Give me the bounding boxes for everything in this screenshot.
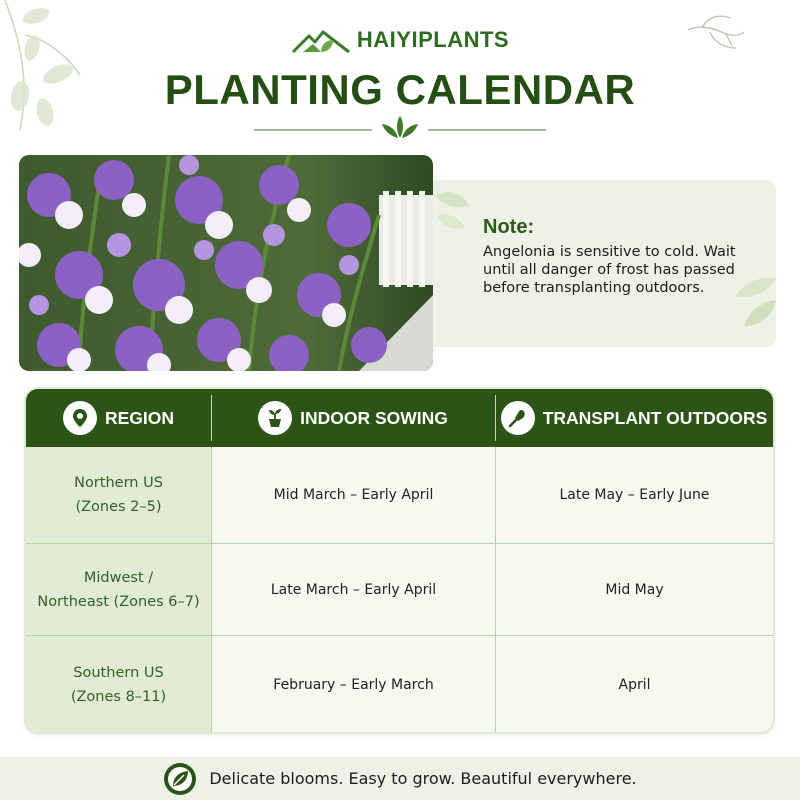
planting-table [26,389,773,732]
brand [0,26,800,54]
indoor-sowing-cell: Late March – Early April [211,544,495,635]
trowel-icon [501,401,535,435]
angelonia-photo [19,155,433,371]
region-name: Southern US [73,665,164,681]
region-zones: Northeast (Zones 6–7) [37,593,200,610]
indoor-sowing-cell: Mid March – Early April [211,447,495,543]
footer-text: Delicate blooms. Easy to grow. Beautiful everywhere. [209,769,637,788]
header-region-label: REGION [104,407,175,428]
header-transplant-outdoors [495,389,773,447]
location-pin-icon [63,401,97,435]
transplant-outdoors-cell: April [495,636,773,732]
leaf-circle-icon [163,762,197,796]
footer-banner [0,757,800,800]
region-cell [26,447,211,543]
title-divider-icon [250,114,550,140]
region-name: Northern US [74,475,163,491]
table-body [26,447,773,732]
header-region [26,389,211,447]
table-row [26,447,773,543]
header-indoor-sowing [211,389,495,447]
region-cell [26,544,211,635]
region-name: Midwest / [83,569,154,586]
house-leaf-icon [291,26,351,54]
brand-name: HAIYIPLANTS [356,27,510,52]
transplant-outdoors-cell: Mid May [495,544,773,635]
table-row [26,635,773,732]
table-row [26,543,773,635]
header-transplant-label: TRANSPLANT OUTDOORS [542,407,768,428]
note-text: Angelonia is sensitive to cold. Wait until all danger of frost has passed before transplanting outdoors. [483,244,736,296]
header-indoor-label: INDOOR SOWING [300,407,448,428]
region-cell [26,636,211,732]
note-card [433,180,776,347]
table-header [26,389,773,447]
region-zones: (Zones 8–11) [70,689,167,705]
indoor-sowing-cell: February – Early March [211,636,495,732]
leaf-icon [433,186,473,232]
transplant-outdoors-cell: Late May – Early June [495,447,773,543]
page-title: PLANTING CALENDAR [164,66,636,113]
note-title: Note: [483,216,535,238]
region-zones: (Zones 2–5) [75,499,162,515]
seedling-pot-icon [258,401,292,435]
